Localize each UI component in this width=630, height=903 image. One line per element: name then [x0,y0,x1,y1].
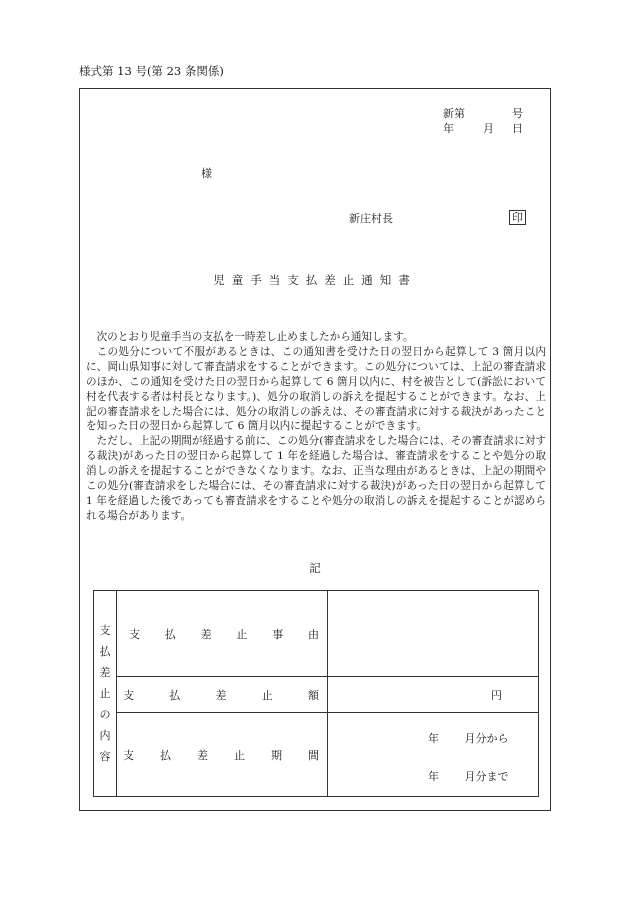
date-month: 月 [483,122,494,135]
period-value [328,713,539,797]
issuer-name: 新庄村長 [349,212,393,225]
seal-mark: 印 [509,210,526,225]
amount-value [328,677,539,713]
form-number-label: 様式第 13 号(第 23 条関係) [79,64,224,78]
yen-unit: 円 [491,688,502,702]
date-year: 年 [443,122,454,135]
period-label: 支 払 差 止 期 間 [117,713,328,797]
ki-heading: 記 [309,561,321,575]
period-from-month: 月分から [464,732,509,745]
body-paragraph-3: ただし、上記の期間が経過する前に、この処分(審査請求をした場合には、その審査請求に対する裁決)があった日の翌日から起算して 1 年を経過した場合は、審査請求をすることや処分の取消しの訴えを提起することができなくなります。なお、正当な理由があるときは、上記の期間やこの処分(審査請求をした場合には、その審査請求に対する裁決)があった日の翌日から起算して 1 年を経過した後であっても審査請求をすることや処分の取消しの訴えを提起することが認められる場合があります。 [86,435,546,522]
period-to-year: 年 [428,770,439,783]
reason-value [328,591,539,677]
date-day: 日 [512,122,523,135]
document-title: 児童手当支払差止通知書 [213,273,417,287]
doc-number-prefix: 新第 [443,107,465,120]
reason-label: 支 払 差 止 事 由 [117,591,328,677]
notice-body [86,330,546,524]
body-paragraph-2: この処分について不服があるときは、この通知書を受けた日の翌日から起算して 3 箇月以内に、岡山県知事に対して審査請求をすることができます。この処分については、上記の審査請求のほか、この通知を受けた日の翌日から起算して 6 箇月以内に、村を被告として(訴訟において村を代表する者は村長となります。)、処分の取消しの訴えを提起することができます。なお、上記の審査請求をした場合には、処分の取消しの訴えは、その審査請求に対する裁決があったことを知った日の翌日から起算して 6 箇月以内に提起することができます。 [86,345,546,433]
doc-number-suffix: 号 [512,107,523,120]
side-label: 支 払 差 止 の 内 容 [94,591,117,797]
detail-table [93,590,539,797]
addressee-suffix: 様 [201,167,212,180]
amount-label: 支 払 差 止 額 [117,677,328,713]
body-paragraph-1: 次のとおり児童手当の支払を一時差し止めましたから通知します。 [96,331,414,343]
period-from-year: 年 [428,732,439,745]
period-to-month: 月分まで [464,770,509,783]
